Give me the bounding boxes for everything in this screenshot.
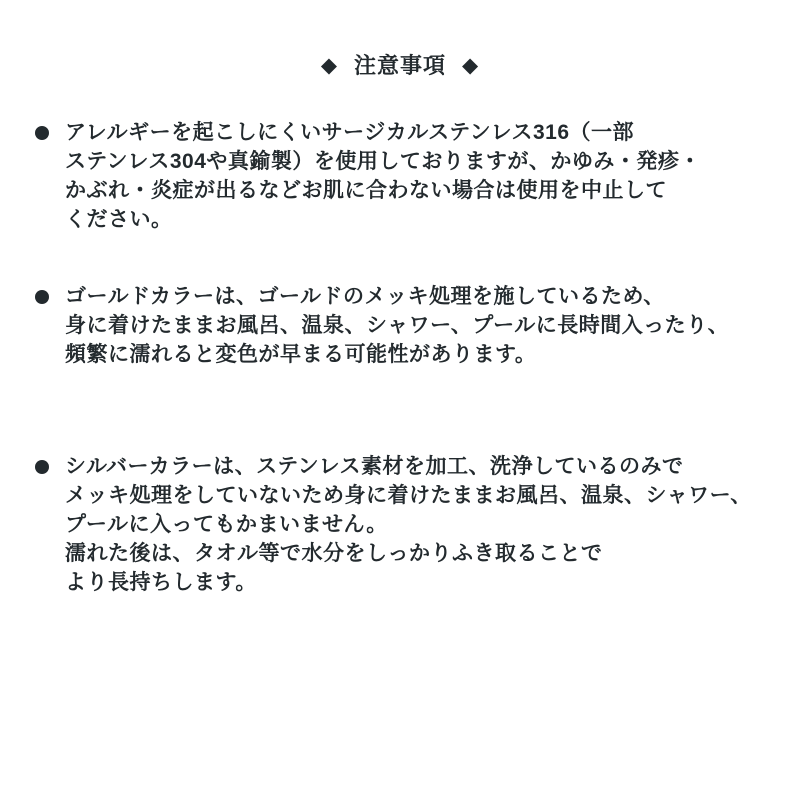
note-line: アレルギーを起こしにくいサージカルステンレス316（一部 [65, 121, 634, 144]
note-line: ゴールドカラーは、ゴールドのメッキ処理を施しているため、 [65, 285, 665, 308]
note-allergy [35, 118, 765, 234]
note-line: シルバーカラーは、ステンレス素材を加工、洗浄しているのみで [65, 455, 684, 478]
note-line: かぶれ・炎症が出るなどお肌に合わない場合は使用を中止して [65, 179, 667, 202]
note-line: プールに入ってもかまいません。 [65, 513, 388, 536]
note-allergy-text [65, 118, 701, 234]
diamond-right-icon: ◆ [462, 54, 480, 77]
note-line: 頻繁に濡れると変色が早まる可能性があります。 [65, 343, 537, 366]
diamond-left-icon: ◆ [320, 54, 338, 77]
note-line: より長持ちします。 [65, 571, 257, 594]
page-title-row [0, 52, 800, 80]
bullet-dot-icon [35, 460, 49, 474]
note-line: ステンレス304や真鍮製）を使用しておりますが、かゆみ・発疹・ [65, 150, 701, 173]
note-line: 濡れた後は、タオル等で水分をしっかりふき取ることで [65, 542, 603, 565]
note-line: 身に着けたままお風呂、温泉、シャワー、プールに長時間入ったり、 [65, 314, 730, 337]
bullet-dot-icon [35, 290, 49, 304]
note-line: メッキ処理をしていないため身に着けたままお風呂、温泉、シャワー、 [65, 484, 752, 507]
note-silver-color [35, 452, 765, 597]
note-gold-color-text [65, 282, 729, 369]
bullet-dot-icon [35, 126, 49, 140]
note-silver-color-text [65, 452, 752, 597]
note-line: ください。 [65, 208, 173, 231]
page-title: 注意事項 [353, 53, 446, 78]
note-gold-color [35, 282, 765, 369]
